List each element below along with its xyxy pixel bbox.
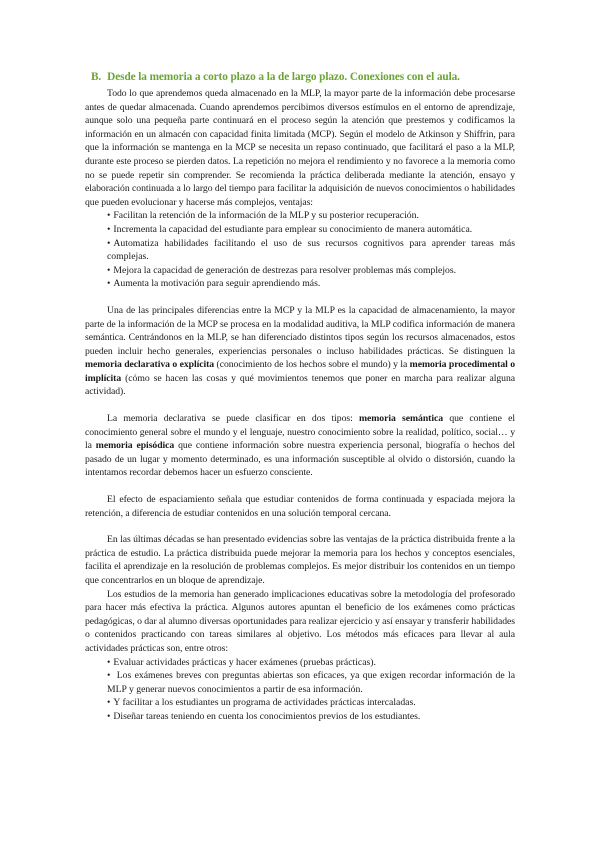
- advantages-list: [85, 209, 515, 291]
- page-content: [85, 70, 515, 724]
- bullet-icon: •: [107, 656, 111, 668]
- list-item: • Incrementa la capacidad del estudiante para emplear su conocimiento de manera automática.: [107, 223, 473, 235]
- term-procedural: memoria procedimental o implícita: [85, 359, 515, 384]
- list-item: • Evaluar actividades prácticas y hacer exámenes (pruebas prácticas).: [107, 656, 376, 668]
- bullet-icon: •: [107, 710, 111, 722]
- section-number: B.: [91, 71, 102, 83]
- bullet-icon: •: [107, 223, 111, 235]
- term-episodic: memoria episódica: [95, 440, 175, 452]
- methods-list: [85, 656, 515, 724]
- bullet-icon: •: [107, 278, 111, 290]
- paragraph-mcp-mlp: Una de las principales diferencias entre la MCP y la MLP es la capacidad de almacenamiento, la mayor parte de la información de la MCP se procesa en la modalidad auditiva, la MLP codifica información de manera semántica. Centrándonos en la MLP, se han diferenciado distintos tipos según los recursos almacenados, estos pueden incluir hecho generales, experiencias personales o incluso habilidades prácticas. Se distinguen la memoria declarativa o explícita (conocimiento de los hechos sobre el mundo) y la memoria procedimental o implícita (cómo se hacen las cosas y qué movimientos tenemos que poner en marcha para realizar alguna actividad).: [85, 304, 515, 398]
- list-item: • Aumenta la motivación para seguir aprendiendo más.: [107, 278, 321, 290]
- list-item: • Y facilitar a los estudiantes un programa de actividades prácticas intercaladas.: [107, 697, 416, 709]
- list-item: • Diseñar tareas teniendo en cuenta los conocimientos previos de los estudiantes.: [107, 710, 421, 722]
- paragraph-methods: Los estudios de la memoria han generado implicaciones educativas sobre la metodología del profesorado para hacer más efectiva la práctica. Algunos autores apuntan el beneficio de los exámenes como prácticas pedagógicas, o dar al alumno diversas oportunidades para realizar ejercicio y así ensayar y transferir habilidades o contenidos practicando con tareas similares al objetivo. Los métodos más eficaces para llevar al aula actividades prácticas son, entre otros:: [85, 588, 515, 654]
- list-item: • Automatiza habilidades facilitando el uso de sus recursos cognitivos para aprender tareas más complejas.: [107, 237, 515, 263]
- paragraph-declarative: La memoria declarativa se puede clasificar en dos tipos: memoria semántica que contiene el conocimiento general sobre el mundo y el lenguaje, nuestro conocimiento sobre la realidad, político, social… y la memoria episódica que contiene información sobre nuestra experiencia personal, biografía o hechos del pasado de un lugar y momento determinado, es una información susceptible al olvido o distorsión, cuando la intentamos recordar debemos hacer un esfuerzo consciente.: [85, 413, 516, 479]
- section-title: Desde la memoria a corto plazo a la de largo plazo. Conexiones con el aula.: [107, 71, 460, 83]
- list-item: • Facilitan la retención de la información de la MLP y su posterior recuperación.: [107, 210, 419, 222]
- bullet-icon: •: [107, 697, 111, 709]
- paragraph-spacing-effect: El efecto de espaciamiento señala que estudiar contenidos de forma continuada y espaciada mejora la retención, a diferencia de estudiar contenidos en una solución temporal cercana.: [85, 494, 515, 519]
- bullet-icon: •: [107, 237, 111, 249]
- bullet-icon: •: [107, 264, 111, 276]
- term-semantic: memoria semántica: [359, 413, 444, 425]
- bullet-icon: •: [107, 670, 111, 682]
- list-item: • Mejora la capacidad de generación de destrezas para resolver problemas más complejos.: [107, 264, 457, 276]
- paragraph-distributed-practice: En las últimas décadas se han presentado evidencias sobre las ventajas de la práctica distribuida frente a la práctica de estudio. La práctica distribuida puede mejorar la memoria para los hechos y conceptos esenciales, facilita el aprendizaje en la resolución de problemas complejos. Es mejor distribuir los contenidos en un tiempo que concentrarlos en un bloque de aprendizaje.: [85, 534, 515, 586]
- term-declarative: memoria declarativa o explícita: [85, 359, 215, 371]
- bullet-icon: •: [107, 210, 111, 222]
- section-heading: [85, 70, 515, 85]
- paragraph-intro: Todo lo que aprendemos queda almacenado en la MLP, la mayor parte de la información debe procesarse antes de quedar almacenada. Cuando aprendemos percibimos diversos estímulos en el entorno de aprendizaje, aunque solo una pequeña parte continuará en el proceso según la atención que prestemos y codificamos la información en un almacén con capacidad finita limitada (MCP). Según el modelo de Atkinson y Shiffrin, para que la información se mantenga en la MCP se necesita un repaso continuado, que facilitará el paso a la MLP, durante este proceso se pierden datos. La repetición no mejora el rendimiento y no favorece a la memoria como no se puede repetir sin comprender. Se recomienda la práctica deliberada mediante la atención, ensayo y elaboración continuada a lo largo del tiempo para facilitar la adquisición de nuevos conocimientos o habilidades que pueden evolucionar y hacerse más complejos, ventajas:: [85, 88, 515, 208]
- list-item: • Los exámenes breves con preguntas abiertas son eficaces, ya que exigen recordar información de la MLP y generar nuevos conocimientos a partir de esa información.: [107, 670, 515, 695]
